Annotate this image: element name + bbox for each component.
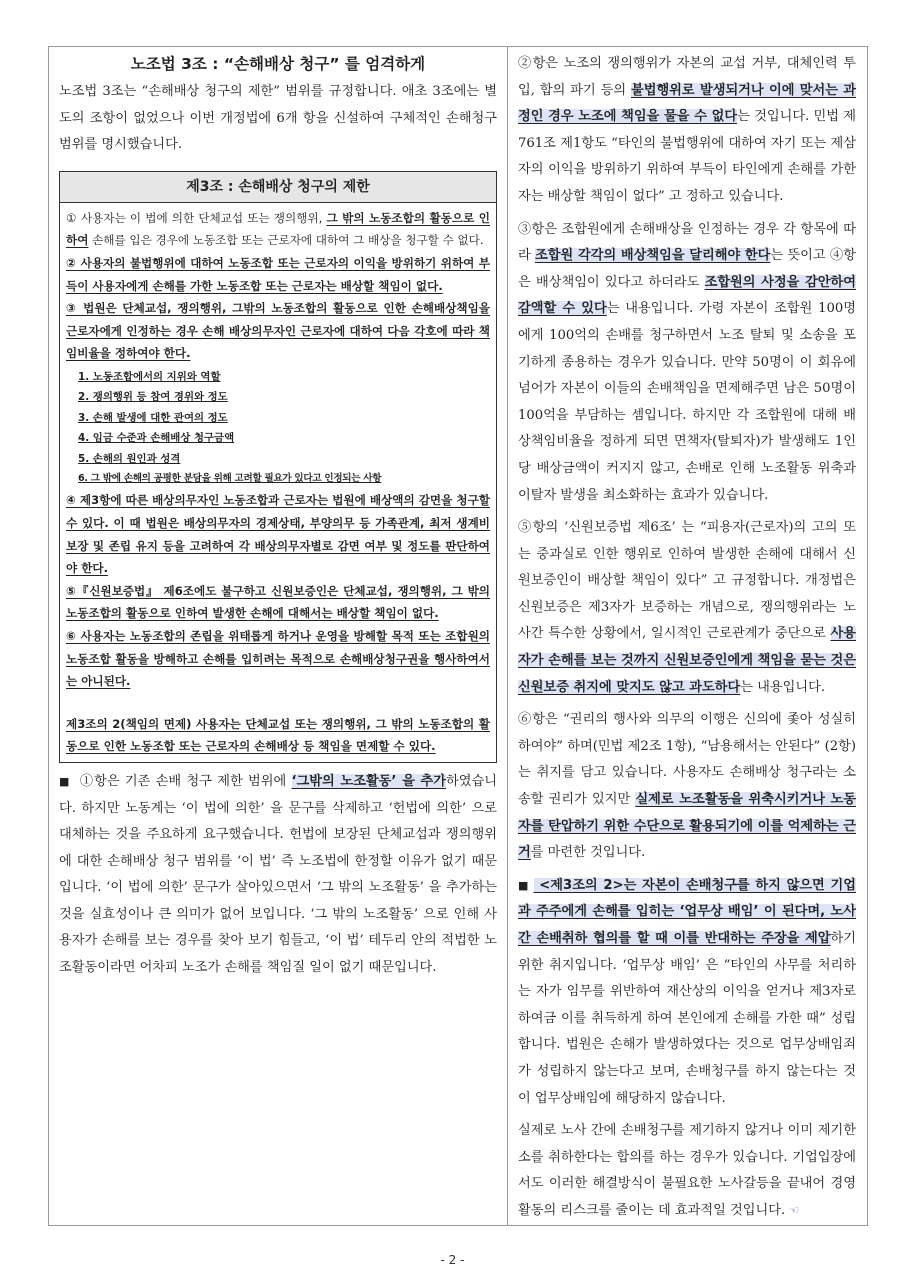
clause-6: ⑥ 사용자는 노동조합의 존립을 위태롭게 하거나 운영을 방해할 목적 또는 조합원의 노동조합 활동을 방해하고 손해를 입히려는 목적으로 손해배상청구권을 행사하여서는 아니된다. [66, 628, 490, 689]
clause-3-items [78, 367, 490, 489]
page-frame [48, 46, 868, 1226]
clause-3-2: 제3조의 2(책임의 면제) 사용자는 단체교섭 또는 쟁의행위, 그 밖의 노동조합의 활동으로 인한 노동조합 또는 근로자의 손해배상 등 책임을 면제할 수 있다. [66, 716, 490, 754]
closing-paragraph: 실제로 노사 간에 손배청구를 제기하지 않거나 이미 제기한 소를 취하한다는 합의를 하는 경우가 있습니다. 기업입장에서도 이러한 해결방식이 불필요한 노사갈등을 끝내어 경영활동의 리스크를 줄이는 데 효과적일 것입니다. ☜ [518, 1123, 856, 1218]
end-mark-icon: ☜ [789, 1203, 800, 1217]
law-box-heading: 제3조 : 손해배상 청구의 제한 [60, 172, 496, 203]
clause-5: ⑤『신원보증법』 제6조에도 불구하고 신원보증인은 단체교섭, 쟁의행위, 그 밖의 노동조합의 활동으로 인하여 발생한 손해에 대해서는 배상할 책임이 없다. [66, 583, 490, 621]
left-column [59, 47, 497, 982]
commentary-clause-2: ②항은 노조의 쟁의행위가 자본의 교섭 거부, 대체인력 투입, 합의 파기 등의 불법행위로 발생되거나 이에 맞서는 과정인 경우 노조에 책임을 물을 수 없다는 것입니다. 민법 제761조 제1항도 “타인의 불법행위에 대하여 자기 또는 제삼자의 이익을 방위하기 위하여 부득이 타인에게 손해를 가한 자는 배상할 책임이 없다” 고 정하고 있습니다. [518, 56, 856, 204]
commentary-clause-1: ■ ①항은 기존 손배 청구 제한 범위에 ‘그밖의 노조활동’ 을 추가하였습니다. 하지만 노동계는 ‘이 법에 의한’ 을 문구를 삭제하고 ‘헌법에 의한’ 으로 대체하는 것을 주요하게 요구했습니다. 헌법에 보장된 단체교섭과 쟁의행위에 대한 손해배상 청구 범위를 ‘이 법’ 즉 노조법에 한정할 이유가 없기 때문입니다. ‘이 법에 의한’ 문구가 살아있으면서 ‘그 밖의 노조활동’ 을 추가하는 것을 실효성이나 큰 의미가 없어 보입니다. ‘그 밖의 노조활동’ 으로 인해 사용자가 손해를 보는 경우를 찾아 보기 힘들고, ‘이 법’ 테두리 안의 적법한 노조활동이라면 어차피 노조가 손해를 책임질 일이 없기 때문입니다. [59, 773, 498, 976]
commentary-clause-6: ⑥항은 “권리의 행사와 의무의 이행은 신의에 좇아 성실히 하여야” 하며(민법 제2조 1항), “남용해서는 안된다” (2항)는 취지를 담고 있습니다. 사용자도 손해배상 청구라는 소송할 권리가 있지만 실제로 노조활동을 위축시키거나 노동자를 탄압하기 위한 수단으로 활용되기에 이를 억제하는 근거를 마련한 것입니다. [518, 712, 856, 861]
clause-4: ④ 제3항에 따른 배상의무자인 노동조합과 근로자는 법원에 배상액의 감면을 청구할 수 있다. 이 때 법원은 배상의무자의 경제상태, 부양의무 등 가족관계, 최저 생계비 보장 및 존립 유지 등을 고려하여 각 배상의무자별로 감면 여부 및 정도를 판단하여야 한다. [66, 493, 490, 576]
list-item: 1. 노동조합에서의 지위와 역할 [78, 370, 221, 383]
list-item: 5. 손해의 원인과 성격 [78, 452, 181, 465]
page-number: - 2 - [440, 1253, 465, 1267]
commentary-clause-5: ⑤항의 ‘신원보증법 제6조’ 는 “피용자(근로자)의 고의 또는 중과실로 인한 행위로 인하여 발생한 손해에 대해서 신원보증인이 배상할 책임이 있다” 고 규정합니다. 개정법은 신원보증은 제3자가 보증하는 개념으로, 쟁의행위라는 노사간 특수한 상황에서, 일시적인 근로관계가 중단으로 사용자가 손해를 보는 것까지 신원보증인에게 책임을 묻는 것은 신원보증 취지에 맞지도 않고 과도하다는 내용입니다. [518, 520, 856, 695]
commentary-clause-3-2: ■ <제3조의 2>는 자본이 손배청구를 하지 않으면 기업과 주주에게 손해를 입히는 ‘업무상 배임’ 이 된다며, 노사간 손배취하 협의를 할 때 이를 반대하는 주장을 제압하기 위한 취지입니다. ‘업무상 배임’ 은 “타인의 사무를 처리하는 자가 임무를 위반하여 재산상의 이익을 얻거나 제3자로 하여금 이를 취득하게 하여 본인에게 손해를 가한 때” 성립합니다. 법원은 손해가 발생하였다는 것으로 업무상배임죄가 성립하지 않는다고 보며, 손배청구를 하지 않는다는 것이 업무상배임에 해당하지 않습니다. [518, 877, 856, 1106]
column-divider [507, 47, 508, 1225]
right-column [518, 47, 856, 1225]
list-item: 6. 그 밖에 손해의 공평한 분담을 위해 고려할 필요가 있다고 인정되는 사항 [78, 472, 382, 484]
list-item: 2. 쟁의행위 등 참여 경위와 정도 [78, 391, 228, 404]
bullet-icon: ■ [518, 878, 530, 892]
clause-3: ③ 법원은 단체교섭, 쟁의행위, 그밖의 노동조합의 활동으로 인한 손해배상책임을 근로자에게 인정하는 경우 손해 배상의무자인 근로자에 대하여 다음 각호에 따라 책임비율을 정하여야 한다. [66, 301, 490, 361]
bullet-icon: ■ [59, 774, 71, 788]
commentary-clause-3-4: ③항은 조합원에게 손해배상을 인정하는 경우 각 항목에 따라 조합원 각각의 배상책임을 달리해야 한다는 뜻이고 ④항은 배상책임이 있다고 하더라도 조합원의 사정을 감안하여 감액할 수 있다는 내용입니다. 가령 자본이 조합원 100명에게 100억의 손배를 청구하면서 노조 탈퇴 및 소송을 포기하게 종용하는 경우가 있습니다. 만약 50명이 이 회유에 넘어가 자본이 이들의 손배책임을 면제해주면 남은 50명이 100억을 부담하는 셈입니다. 하지만 각 조합원에 대해 배상책임비율을 정하게 되면 면책자(탈퇴자)가 발생해도 1인당 배상금액이 커지지 않고, 손배로 인해 노조활동 위축과 이탈자 발생을 최소화하는 효과가 있습니다. [518, 221, 856, 503]
clause-1: ① 사용자는 이 법에 의한 단체교섭 또는 쟁의행위, 그 밖의 노동조합의 활동으로 인하여 손해를 입은 경우에 노동조합 또는 근로자에 대하여 그 배상을 청구할 수 없다. [66, 210, 490, 248]
law-box-body [60, 203, 496, 762]
law-text-box [59, 171, 497, 763]
list-item: 4. 임금 수준과 손해배상 청구금액 [78, 432, 235, 445]
list-item: 3. 손해 발생에 대한 관여의 정도 [78, 411, 228, 424]
section-title: 노조법 3조 : “손해배상 청구” 를 엄격하게 [130, 55, 426, 73]
intro-paragraph: 노조법 3조는 “손해배상 청구의 제한” 범위를 규정합니다. 애초 3조에는 별도의 조항이 없었으나 이번 개정법에 6개 항을 신설하여 구체적인 손해청구 범위를 명시했습니다. [59, 84, 497, 153]
clause-2: ② 사용자의 불법행위에 대하여 노동조합 또는 근로자의 이익을 방위하기 위하여 부득이 사용자에게 손해를 가한 노동조합 또는 근로자는 배상할 책임이 없다. [66, 255, 490, 293]
